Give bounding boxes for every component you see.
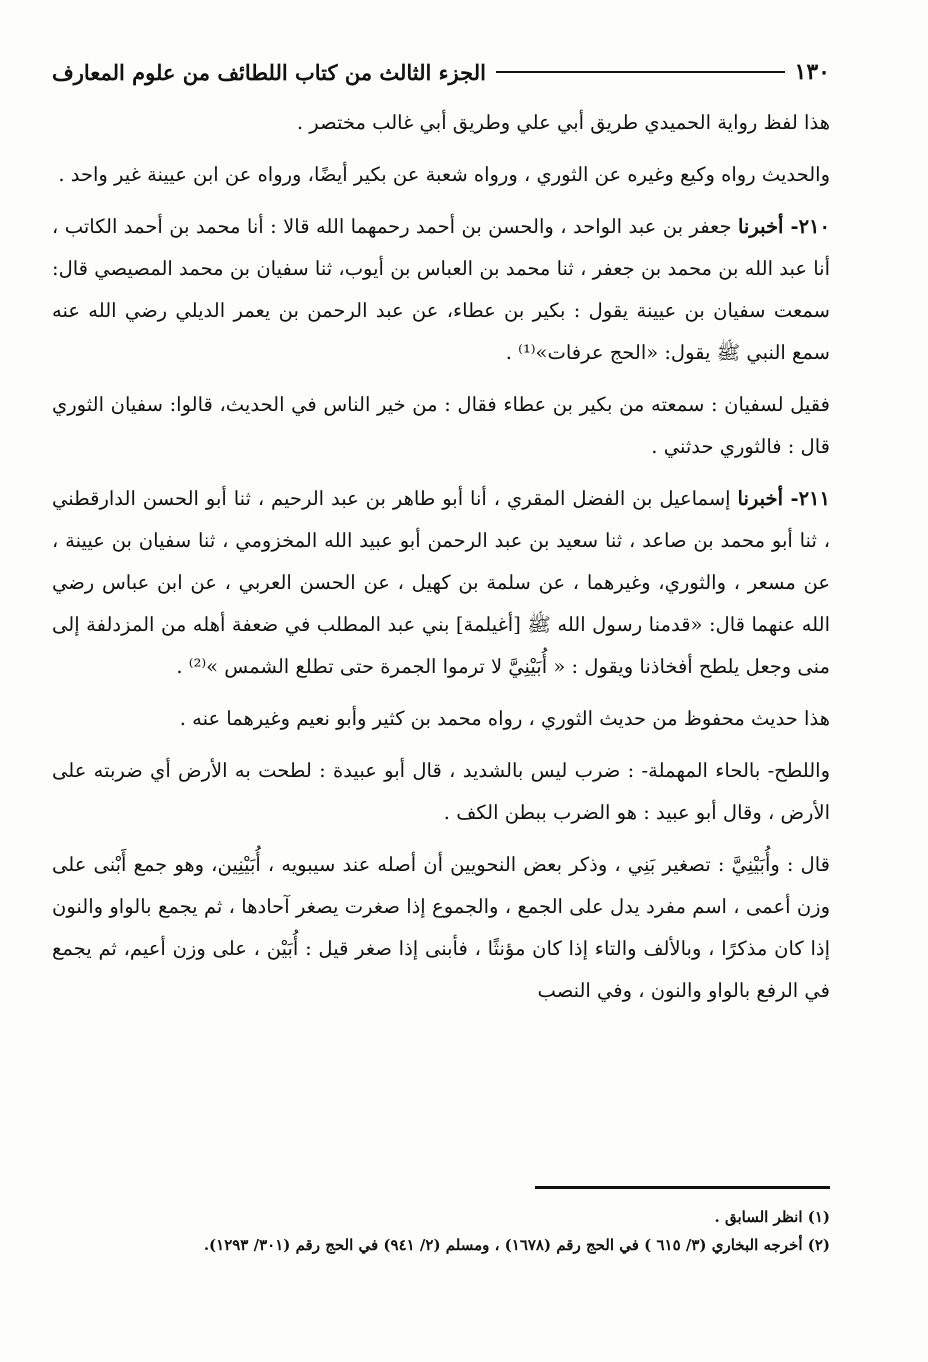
paragraph-text: جعفر بن عبد الواحد ، والحسن بن أحمد رحمهما الله قالا : أنا محمد بن أحمد الكاتب ، أنا عبد الله بن محمد بن جعفر ، ثنا محمد بن العباس بن أيوب، ثنا سفيان بن محمد المصيصي قال: سمعت سفيان بن عيينة يقول : بكير بن عطاء، عن عبد الرحمن بن يعمر الديلي رضي الله عنه سمع النبي ﷺ يقول: «الحج عرفات»⁽¹⁾ . <box>52 215 830 364</box>
paragraph-text: قال : وأُبَيْنِيَّ : تصغير بَنِي ، وذكر بعض النحويين أن أصله عند سيبويه ، أُبَيْنِين، وهو جمع أَبْنى على وزن أعمى ، اسم مفرد يدل على الجمع ، والجموع إذا صغرت يصغر آحادها ، ثم يجمع بالواو والنون إذا كان مذكرًا ، وبالألف والتاء إذا كان مؤنثًا ، فأبنى إذا صغر قيل : أُبَيْن ، على وزن أعيم، ثم يجمع في الرفع بالواو والنون ، وفي النصب <box>52 853 830 1002</box>
paragraph-1 <box>52 102 830 144</box>
paragraph-text: واللطح- بالحاء المهملة- : ضرب ليس بالشديد ، قال أبو عبيدة : لطحت به الأرض أي ضربته على الأرض ، وقال أبو عبيد : هو الضرب ببطن الكف . <box>52 759 830 824</box>
paragraph-6 <box>52 698 830 740</box>
footnote-2: (٢) أخرجه البخاري (٣/ ٦١٥ ) في الحج رقم (١٦٧٨) ، ومسلم (٢/ ٩٤١) في الحج رقم (٣٠١/ ١٢٩٣). <box>203 1236 830 1254</box>
footnote-rule <box>535 1186 830 1189</box>
document-page <box>52 50 830 1022</box>
running-header <box>52 50 830 94</box>
header-rule <box>496 71 785 73</box>
paragraph-text: والحديث رواه وكيع وغيره عن الثوري ، ورواه شعبة عن بكير أيضًا، ورواه عن ابن عيينة غير واحد . <box>58 163 830 186</box>
paragraph-text: هذا حديث محفوظ من حديث الثوري ، رواه محمد بن كثير وأبو نعيم وغيرهما عنه . <box>179 707 830 730</box>
hadith-211 <box>52 478 830 688</box>
page-number: ١٣٠ <box>794 59 830 85</box>
paragraph-2 <box>52 154 830 196</box>
footnotes <box>52 1186 830 1259</box>
footnote-1: (١) انظر السابق . <box>714 1208 830 1226</box>
paragraph-text: إسماعيل بن الفضل المقري ، أنا أبو طاهر بن عبد الرحيم ، ثنا أبو الحسن الدارقطني ، ثنا أبو محمد بن صاعد ، ثنا سعيد بن عبد الرحمن أبو عبيد الله المخزومي ، ثنا سفيان بن عيينة ، عن مسعر ، والثوري، وغيرهما ، عن سلمة بن كهيل ، عن الحسن العربي ، عن ابن عباس رضي الله عنهما قال: «قدمنا رسول الله ﷺ [أغيلمة] بني عبد المطلب في ضعفة أهله من المزدلفة إلى منى وجعل يلطح أفخاذنا ويقول : « أُبَيْنِيَّ لا ترموا الجمرة حتى تطلع الشمس »⁽²⁾ . <box>52 487 830 678</box>
paragraph-8 <box>52 844 830 1012</box>
paragraph-text: هذا لفظ رواية الحميدي طريق أبي علي وطريق أبي غالب مختصر . <box>296 111 830 134</box>
running-title: الجزء الثالث من كتاب اللطائف من علوم المعارف <box>52 59 486 85</box>
hadith-210 <box>52 206 830 374</box>
paragraph-4 <box>52 384 830 468</box>
hadith-number: ٢١٠- أخبرنا <box>737 215 830 238</box>
paragraph-7 <box>52 750 830 834</box>
paragraph-text: فقيل لسفيان : سمعته من بكير بن عطاء فقال : من خير الناس في الحديث، قالوا: سفيان الثوري قال : فالثوري حدثني . <box>52 393 830 458</box>
hadith-number: ٢١١- أخبرنا <box>737 487 830 510</box>
